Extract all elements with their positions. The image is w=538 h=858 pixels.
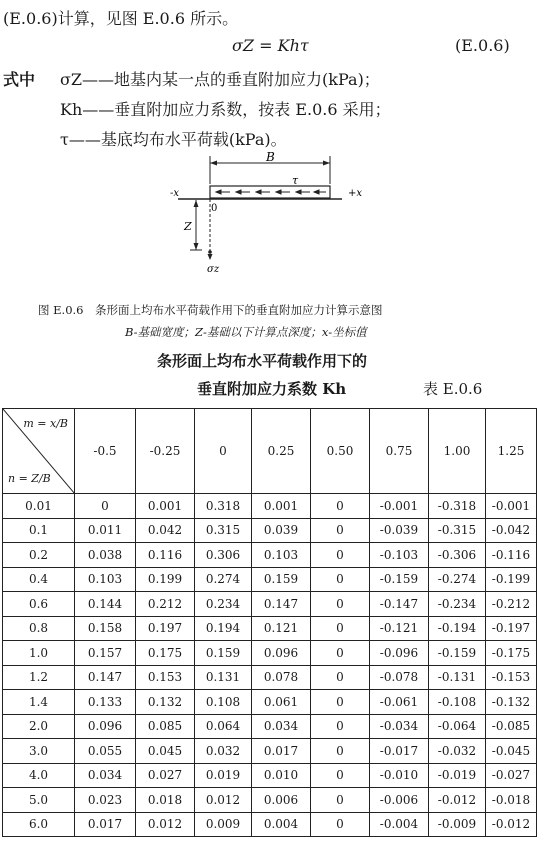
figure-caption: 图 E.0.6 条形面上均布水平荷载作用下的垂直附加应力计算示意图: [38, 303, 383, 317]
table-cell: 0: [311, 665, 370, 690]
table-cell: -0.006: [370, 788, 429, 813]
n-label: n = Z/B: [8, 472, 51, 485]
arrow-up-icon: [194, 200, 199, 207]
table-cell: 0.153: [136, 665, 195, 690]
table-cell: 0.199: [136, 567, 195, 592]
table-cell: 0.012: [195, 788, 252, 813]
table-cell: 0.045: [136, 739, 195, 764]
table-cell: 0.144: [75, 592, 136, 617]
table-cell: 0.175: [136, 641, 195, 666]
table-cell: 0.001: [252, 494, 311, 519]
table-cell: 0: [311, 567, 370, 592]
table-cell: 0.274: [195, 567, 252, 592]
table-cell: -0.012: [486, 812, 537, 837]
table-cell: -0.212: [486, 592, 537, 617]
table-row: [3, 788, 537, 813]
table-cell: 0.315: [195, 518, 252, 543]
row-header: 1.2: [3, 665, 75, 690]
table-cell: -0.004: [370, 812, 429, 837]
table-cell: -0.034: [370, 714, 429, 739]
table-cell: -0.315: [429, 518, 486, 543]
label-sigma-z: σz: [207, 264, 220, 275]
table-cell: 0.061: [252, 690, 311, 715]
table-cell: 0: [311, 494, 370, 519]
table-cell: 0.085: [136, 714, 195, 739]
table-cell: 0.019: [195, 763, 252, 788]
table-row: [3, 665, 537, 690]
table-cell: 0: [311, 714, 370, 739]
table-cell: -0.012: [429, 788, 486, 813]
table-cell: -0.045: [486, 739, 537, 764]
row-header: 0.4: [3, 567, 75, 592]
table-cell: -0.001: [486, 494, 537, 519]
table-row: [3, 567, 537, 592]
sigma-arrow-icon: [208, 254, 213, 260]
table-cell: -0.147: [370, 592, 429, 617]
table-cell: 0.032: [195, 739, 252, 764]
table-cell: -0.159: [429, 641, 486, 666]
table-cell: 0.103: [75, 567, 136, 592]
table-cell: -0.153: [486, 665, 537, 690]
table-cell: -0.085: [486, 714, 537, 739]
table-row: [3, 518, 537, 543]
table-cell: 0: [311, 763, 370, 788]
table-cell: -0.103: [370, 543, 429, 568]
table-cell: 0.034: [75, 763, 136, 788]
table-row: [3, 641, 537, 666]
table-cell: 0.010: [252, 763, 311, 788]
coefficient-table: [2, 408, 537, 837]
table-number: 表 E.0.6: [423, 380, 483, 398]
label-tau: τ: [292, 174, 299, 187]
row-header: 1.4: [3, 690, 75, 715]
table-row: [3, 714, 537, 739]
table-cell: -0.064: [429, 714, 486, 739]
where-label: 式中: [3, 70, 36, 89]
table-cell: -0.274: [429, 567, 486, 592]
definition-kh: Kh——垂直附加应力系数，按表 E.0.6 采用；: [60, 100, 391, 119]
table-header-row: [3, 409, 537, 494]
table-cell: 0: [311, 690, 370, 715]
table-cell: 0.023: [75, 788, 136, 813]
table-cell: 0.004: [252, 812, 311, 837]
table-cell: -0.061: [370, 690, 429, 715]
row-header: 6.0: [3, 812, 75, 837]
table-cell: 0.157: [75, 641, 136, 666]
table-cell: 0.001: [136, 494, 195, 519]
table-cell: 0.012: [136, 812, 195, 837]
table-row: [3, 592, 537, 617]
column-header: 0.25: [252, 409, 311, 494]
arrow-right-icon: [323, 161, 330, 166]
corner-header: [3, 409, 75, 494]
row-header: 1.0: [3, 641, 75, 666]
table-cell: -0.017: [370, 739, 429, 764]
column-header: 1.25: [486, 409, 537, 494]
table-cell: 0.147: [75, 665, 136, 690]
table-cell: 0.042: [136, 518, 195, 543]
arrow-left-icon: [210, 161, 217, 166]
table-cell: 0.017: [252, 739, 311, 764]
row-header: 5.0: [3, 788, 75, 813]
table-cell: 0: [311, 641, 370, 666]
column-header: -0.25: [136, 409, 195, 494]
m-label: m = x/B: [23, 417, 68, 430]
table-cell: -0.108: [429, 690, 486, 715]
table-cell: 0.011: [75, 518, 136, 543]
row-header: 4.0: [3, 763, 75, 788]
table-cell: -0.096: [370, 641, 429, 666]
label-b: B: [266, 150, 275, 164]
table-cell: 0.078: [252, 665, 311, 690]
load-diagram: [150, 150, 380, 280]
table-title-line1: 条形面上均布水平荷载作用下的: [157, 352, 368, 370]
table-cell: -0.027: [486, 763, 537, 788]
table-cell: 0.064: [195, 714, 252, 739]
table-cell: 0.039: [252, 518, 311, 543]
table-row: [3, 739, 537, 764]
table-cell: -0.121: [370, 616, 429, 641]
table-cell: 0: [311, 616, 370, 641]
column-header: 0.50: [311, 409, 370, 494]
table-cell: -0.019: [429, 763, 486, 788]
table-cell: 0.096: [252, 641, 311, 666]
column-header: 1.00: [429, 409, 486, 494]
table-cell: 0.055: [75, 739, 136, 764]
table-cell: 0.121: [252, 616, 311, 641]
table-cell: 0.212: [136, 592, 195, 617]
table-cell: 0.234: [195, 592, 252, 617]
table-cell: 0: [311, 543, 370, 568]
table-cell: -0.032: [429, 739, 486, 764]
table-cell: -0.175: [486, 641, 537, 666]
table-cell: 0.158: [75, 616, 136, 641]
formula: σZ = Khτ: [232, 36, 309, 55]
table-cell: 0.133: [75, 690, 136, 715]
label-minus-x: -x: [170, 188, 180, 199]
column-header: 0: [195, 409, 252, 494]
row-header: 3.0: [3, 739, 75, 764]
table-cell: -0.009: [429, 812, 486, 837]
table-row: [3, 690, 537, 715]
table-cell: -0.306: [429, 543, 486, 568]
table-cell: -0.039: [370, 518, 429, 543]
table-cell: 0.096: [75, 714, 136, 739]
row-header: 0.2: [3, 543, 75, 568]
definition-sigma: σZ——地基内某一点的垂直附加应力(kPa)；: [60, 70, 380, 89]
table-cell: 0.006: [252, 788, 311, 813]
row-header: 0.1: [3, 518, 75, 543]
table-cell: 0.017: [75, 812, 136, 837]
table-cell: 0.027: [136, 763, 195, 788]
table-cell: -0.194: [429, 616, 486, 641]
table-cell: -0.042: [486, 518, 537, 543]
table-cell: 0.132: [136, 690, 195, 715]
table-cell: 0: [75, 494, 136, 519]
table-cell: -0.318: [429, 494, 486, 519]
arrow-down-icon: [194, 243, 199, 250]
table-cell: 0.147: [252, 592, 311, 617]
label-origin: 0: [211, 203, 218, 214]
table-cell: -0.018: [486, 788, 537, 813]
column-header: -0.5: [75, 409, 136, 494]
table-cell: 0.318: [195, 494, 252, 519]
row-header: 2.0: [3, 714, 75, 739]
table-cell: -0.199: [486, 567, 537, 592]
table-row: [3, 812, 537, 837]
table-cell: -0.197: [486, 616, 537, 641]
table-cell: 0: [311, 592, 370, 617]
label-z: Z: [184, 220, 192, 233]
figure-caption-legend: B-基础宽度；Z-基础以下计算点深度；x-坐标值: [125, 325, 367, 339]
table-cell: 0.197: [136, 616, 195, 641]
table-row: [3, 543, 537, 568]
table-cell: 0.009: [195, 812, 252, 837]
table-cell: 0.159: [195, 641, 252, 666]
table-cell: 0.038: [75, 543, 136, 568]
table-cell: 0: [311, 788, 370, 813]
table-cell: -0.159: [370, 567, 429, 592]
table-cell: 0.018: [136, 788, 195, 813]
table-row: [3, 616, 537, 641]
table-row: [3, 763, 537, 788]
table-cell: -0.234: [429, 592, 486, 617]
table-cell: -0.001: [370, 494, 429, 519]
table-cell: -0.116: [486, 543, 537, 568]
row-header: 0.01: [3, 494, 75, 519]
definition-tau: τ——基底均布水平荷载(kPa)。: [60, 130, 287, 149]
formula-tag: (E.0.6): [455, 36, 510, 55]
label-plus-x: +x: [348, 188, 363, 199]
table-cell: 0.159: [252, 567, 311, 592]
row-header: 0.6: [3, 592, 75, 617]
column-header: 0.75: [370, 409, 429, 494]
table-cell: 0.103: [252, 543, 311, 568]
table-row: [3, 494, 537, 519]
table-cell: 0.306: [195, 543, 252, 568]
table-cell: 0.194: [195, 616, 252, 641]
calculation-point: [208, 250, 212, 254]
table-cell: -0.131: [429, 665, 486, 690]
table-cell: -0.132: [486, 690, 537, 715]
table-body: [3, 494, 537, 837]
table-title-line2: 垂直附加应力系数 Kh: [197, 380, 347, 398]
row-header: 0.8: [3, 616, 75, 641]
table-cell: -0.010: [370, 763, 429, 788]
table-cell: -0.078: [370, 665, 429, 690]
table-cell: 0: [311, 812, 370, 837]
table-cell: 0.108: [195, 690, 252, 715]
intro-line: (E.0.6)计算，见图 E.0.6 所示。: [3, 9, 239, 28]
table-cell: 0.131: [195, 665, 252, 690]
table-cell: 0.116: [136, 543, 195, 568]
table-cell: 0: [311, 739, 370, 764]
table-cell: 0: [311, 518, 370, 543]
table-cell: 0.034: [252, 714, 311, 739]
